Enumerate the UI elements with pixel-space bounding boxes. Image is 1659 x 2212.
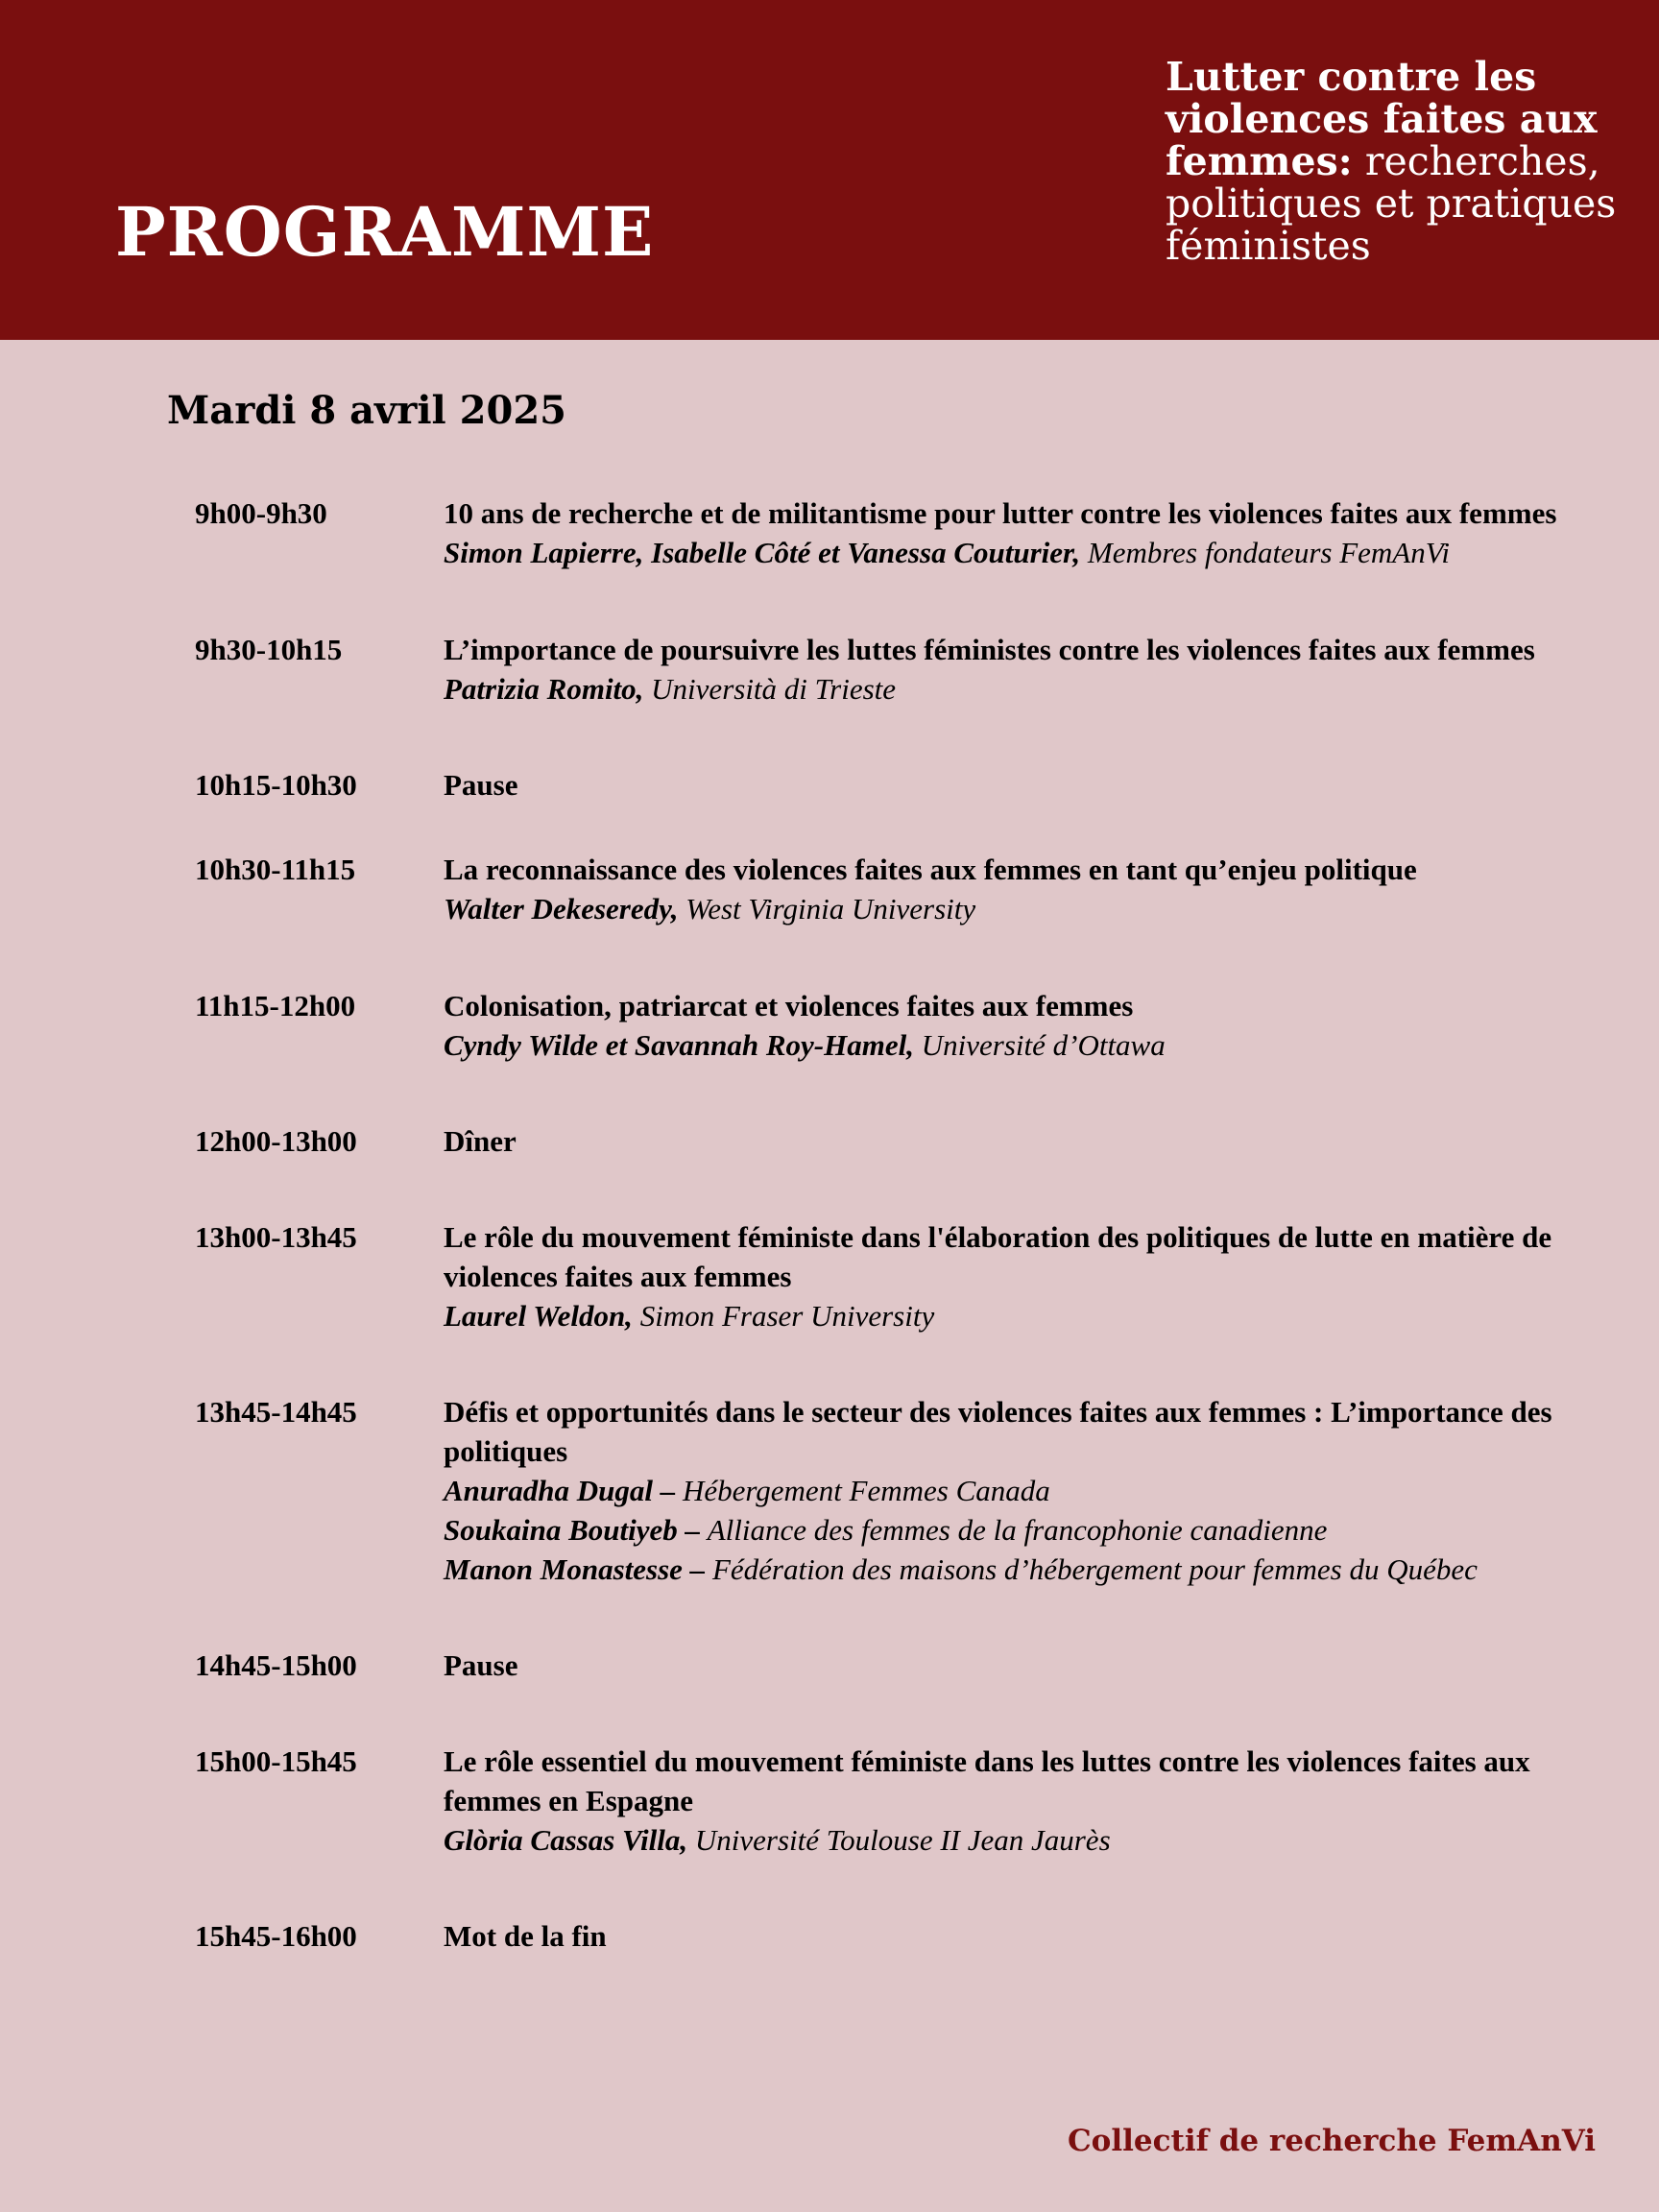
speaker-affiliation: Université Toulouse II Jean Jaurès bbox=[694, 1823, 1111, 1857]
speaker-affiliation: Membres fondateurs FemAnVi bbox=[1087, 536, 1450, 569]
speaker-name: Glòria Cassas Villa, bbox=[444, 1823, 688, 1857]
talk-title: L’importance de poursuivre les luttes féministes contre les violences faites aux femmes bbox=[444, 633, 1535, 666]
schedule-content bbox=[444, 850, 1596, 928]
schedule-time: 9h00-9h30 bbox=[195, 496, 327, 530]
speaker-affiliation: Fédération des maisons d’hébergement pour femmes du Québec bbox=[711, 1552, 1478, 1586]
talk-title: 10 ans de recherche et de militantisme pour lutter contre les violences faites aux femmes bbox=[444, 496, 1557, 530]
schedule-content bbox=[444, 986, 1596, 1065]
speaker-affiliation: Simon Fraser University bbox=[639, 1299, 935, 1333]
speaker-affiliation: Università di Trieste bbox=[651, 672, 897, 706]
schedule-time: 14h45-15h00 bbox=[195, 1648, 357, 1682]
speaker-line bbox=[444, 1025, 1596, 1065]
talk-title: Le rôle essentiel du mouvement féministe dans les luttes contre les violences faites aux femmes en Espagne bbox=[444, 1744, 1530, 1817]
speaker-name: Soukaina Boutiyeb – bbox=[444, 1513, 700, 1547]
speaker-line bbox=[444, 669, 1596, 709]
speaker-line bbox=[444, 1471, 1596, 1510]
speaker-name: Walter Dekeseredy, bbox=[444, 892, 679, 926]
talk-title: Colonisation, patriarcat et violences faites aux femmes bbox=[444, 989, 1134, 1022]
schedule-content bbox=[444, 1392, 1596, 1589]
talk-title: La reconnaissance des violences faites aux femmes en tant qu’enjeu politique bbox=[444, 853, 1417, 886]
speaker-name: Laurel Weldon, bbox=[444, 1299, 633, 1333]
talk-title: Pause bbox=[444, 768, 518, 802]
speaker-affiliation: Université d’Ottawa bbox=[921, 1028, 1166, 1062]
speaker-name: Anuradha Dugal – bbox=[444, 1474, 676, 1507]
schedule-time: 10h30-11h15 bbox=[195, 853, 356, 886]
schedule-content bbox=[444, 1916, 1596, 1956]
talk-title: Le rôle du mouvement féministe dans l'élaboration des politiques de lutte en matière de violences faites aux femmes bbox=[444, 1220, 1552, 1293]
speaker-line bbox=[444, 533, 1596, 572]
schedule-content bbox=[444, 630, 1596, 709]
speaker-line bbox=[444, 1550, 1596, 1589]
schedule-time: 13h45-14h45 bbox=[195, 1395, 357, 1429]
speaker-name: Simon Lapierre, Isabelle Côté et Vanessa Couturier, bbox=[444, 536, 1081, 569]
speaker-affiliation: West Virginia University bbox=[685, 892, 976, 926]
footer-organization: Collectif de recherche FemAnVi bbox=[1068, 2124, 1597, 2158]
schedule-time: 12h00-13h00 bbox=[195, 1124, 357, 1158]
speaker-line bbox=[444, 1510, 1596, 1550]
schedule-content bbox=[444, 765, 1596, 805]
schedule-time: 13h00-13h45 bbox=[195, 1220, 357, 1254]
speaker-affiliation: Alliance des femmes de la francophonie canadienne bbox=[707, 1513, 1328, 1547]
talk-title: Défis et opportunités dans le secteur des violences faites aux femmes : L’importance des politiques bbox=[444, 1395, 1552, 1468]
talk-title: Mot de la fin bbox=[444, 1919, 607, 1953]
speaker-name: Cyndy Wilde et Savannah Roy-Hamel, bbox=[444, 1028, 914, 1062]
speaker-name: Patrizia Romito, bbox=[444, 672, 644, 706]
speaker-line bbox=[444, 889, 1596, 928]
schedule-time: 10h15-10h30 bbox=[195, 768, 357, 802]
schedule-content bbox=[444, 1121, 1596, 1161]
program-date: Mardi 8 avril 2025 bbox=[167, 388, 566, 433]
schedule-content bbox=[444, 1646, 1596, 1685]
talk-title: Dîner bbox=[444, 1124, 517, 1158]
event-subtitle-regular: recherches, politiques et pratiques féministes bbox=[1166, 138, 1617, 269]
speaker-affiliation: Hébergement Femmes Canada bbox=[682, 1474, 1050, 1507]
schedule-time: 11h15-12h00 bbox=[195, 989, 356, 1022]
schedule-content bbox=[444, 493, 1596, 572]
schedule-time: 15h00-15h45 bbox=[195, 1744, 357, 1778]
speaker-line bbox=[444, 1296, 1596, 1335]
schedule-time: 15h45-16h00 bbox=[195, 1919, 357, 1953]
page-title: PROGRAMME bbox=[115, 192, 655, 272]
speaker-name: Manon Monastesse – bbox=[444, 1552, 706, 1586]
schedule-content bbox=[444, 1217, 1596, 1335]
talk-title: Pause bbox=[444, 1648, 518, 1682]
schedule-time: 9h30-10h15 bbox=[195, 633, 343, 666]
schedule-content bbox=[444, 1742, 1596, 1860]
speaker-line bbox=[444, 1820, 1596, 1860]
event-subtitle-bold: Lutter contre les violences faites aux femmes: bbox=[1166, 54, 1598, 184]
